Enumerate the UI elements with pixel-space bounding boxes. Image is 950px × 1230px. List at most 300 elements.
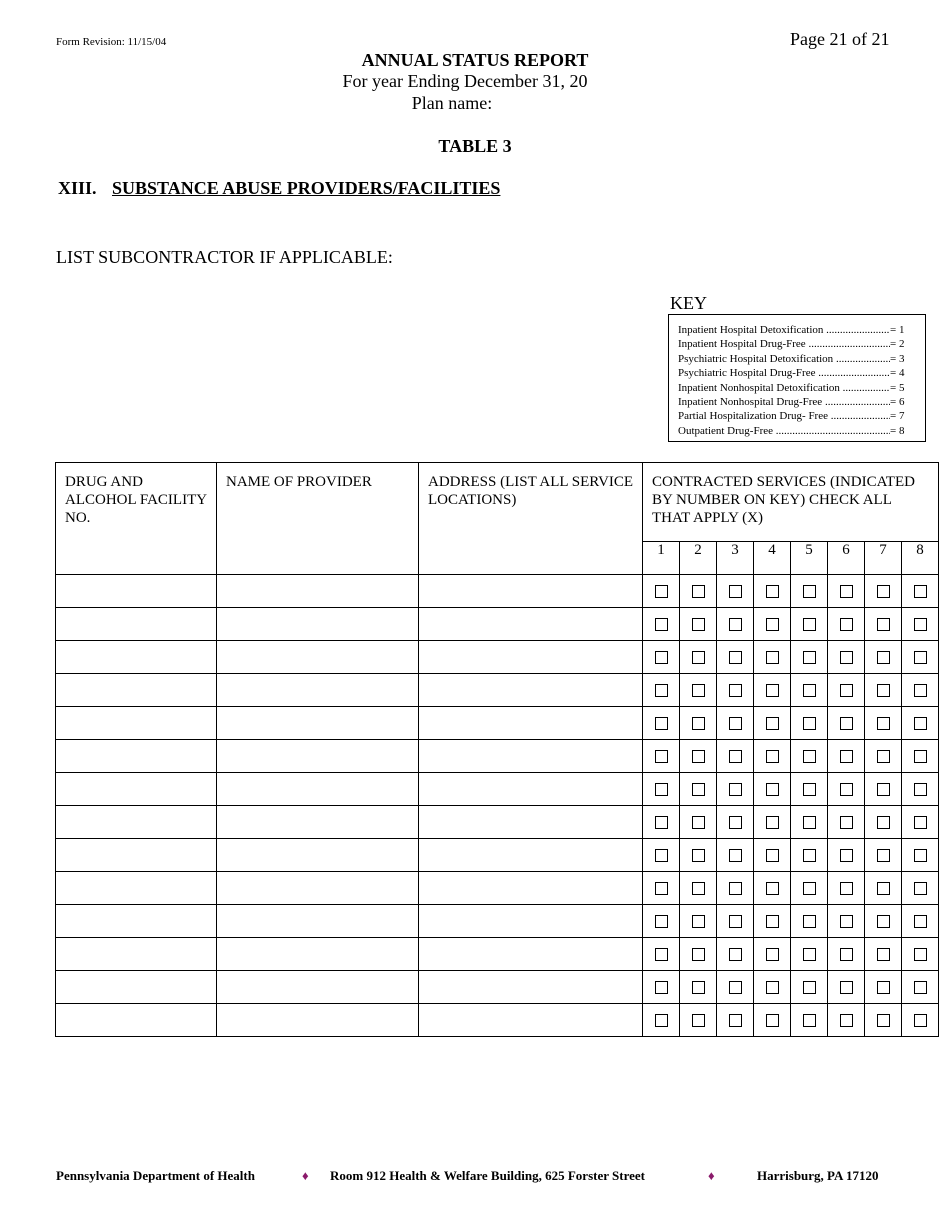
service-checkbox[interactable] xyxy=(655,684,668,697)
address-cell[interactable] xyxy=(419,872,643,905)
service-cell xyxy=(754,971,791,1004)
service-checkbox[interactable] xyxy=(914,750,927,763)
service-cell xyxy=(754,773,791,806)
service-checkbox[interactable] xyxy=(877,915,890,928)
facility-no-cell[interactable] xyxy=(56,641,217,674)
address-cell[interactable] xyxy=(419,905,643,938)
service-cell xyxy=(902,608,939,641)
service-checkbox[interactable] xyxy=(840,585,853,598)
service-checkbox[interactable] xyxy=(914,915,927,928)
table-row xyxy=(56,872,939,905)
header-facility-no: DRUG AND ALCOHOL FACILITY NO. xyxy=(56,463,217,575)
service-checkbox[interactable] xyxy=(840,1014,853,1027)
provider-name-cell[interactable] xyxy=(217,839,419,872)
service-cell xyxy=(902,971,939,1004)
service-cell xyxy=(828,1004,865,1037)
service-checkbox[interactable] xyxy=(692,915,705,928)
service-checkbox[interactable] xyxy=(692,1014,705,1027)
service-cell xyxy=(791,839,828,872)
service-cell xyxy=(717,575,754,608)
service-checkbox[interactable] xyxy=(803,882,816,895)
provider-name-cell[interactable] xyxy=(217,773,419,806)
year-ending: For year Ending December 31, 20 xyxy=(342,71,588,91)
service-checkbox[interactable] xyxy=(840,915,853,928)
service-cell xyxy=(680,905,717,938)
facility-no-cell[interactable] xyxy=(56,773,217,806)
service-checkbox[interactable] xyxy=(803,618,816,631)
service-number: 2 xyxy=(680,542,717,575)
address-cell[interactable] xyxy=(419,740,643,773)
plan-name-label: Plan name: xyxy=(411,93,493,113)
address-cell[interactable] xyxy=(419,773,643,806)
table-row xyxy=(56,608,939,641)
service-checkbox[interactable] xyxy=(914,1014,927,1027)
service-checkbox[interactable] xyxy=(840,816,853,829)
footer-department: Pennsylvania Department of Health xyxy=(56,1168,255,1183)
service-cell xyxy=(865,839,902,872)
service-cell xyxy=(680,608,717,641)
service-checkbox[interactable] xyxy=(914,618,927,631)
table-row xyxy=(56,641,939,674)
service-cell xyxy=(865,905,902,938)
service-number: 1 xyxy=(643,542,680,575)
service-cell xyxy=(828,674,865,707)
service-checkbox[interactable] xyxy=(840,717,853,730)
service-checkbox[interactable] xyxy=(914,717,927,730)
service-checkbox[interactable] xyxy=(914,948,927,961)
service-checkbox[interactable] xyxy=(877,849,890,862)
service-number: 8 xyxy=(902,542,939,575)
service-checkbox[interactable] xyxy=(729,1014,742,1027)
service-cell xyxy=(717,674,754,707)
table-row xyxy=(56,575,939,608)
service-cell xyxy=(680,641,717,674)
service-checkbox[interactable] xyxy=(766,651,779,664)
service-cell xyxy=(680,938,717,971)
service-checkbox[interactable] xyxy=(692,717,705,730)
address-cell[interactable] xyxy=(419,839,643,872)
address-cell[interactable] xyxy=(419,938,643,971)
service-checkbox[interactable] xyxy=(729,981,742,994)
service-checkbox[interactable] xyxy=(840,882,853,895)
service-cell xyxy=(828,872,865,905)
service-cell xyxy=(643,872,680,905)
service-cell xyxy=(865,575,902,608)
key-item: Psychiatric Hospital Drug-Free ..... = 4 xyxy=(678,366,925,380)
service-checkbox[interactable] xyxy=(655,981,668,994)
service-checkbox[interactable] xyxy=(914,981,927,994)
service-cell xyxy=(717,872,754,905)
table-row xyxy=(56,674,939,707)
service-cell xyxy=(902,872,939,905)
service-cell xyxy=(680,971,717,1004)
facility-no-cell[interactable] xyxy=(56,872,217,905)
table-row xyxy=(56,806,939,839)
service-cell xyxy=(717,839,754,872)
facility-no-cell[interactable] xyxy=(56,839,217,872)
service-cell xyxy=(717,971,754,1004)
service-checkbox[interactable] xyxy=(692,651,705,664)
service-cell xyxy=(865,938,902,971)
service-cell xyxy=(865,1004,902,1037)
service-checkbox[interactable] xyxy=(655,651,668,664)
service-checkbox[interactable] xyxy=(655,717,668,730)
service-cell xyxy=(754,740,791,773)
service-cell xyxy=(754,575,791,608)
service-checkbox[interactable] xyxy=(877,651,890,664)
service-checkbox[interactable] xyxy=(803,915,816,928)
service-checkbox[interactable] xyxy=(840,618,853,631)
service-cell xyxy=(680,806,717,839)
service-checkbox[interactable] xyxy=(766,816,779,829)
section-title: SUBSTANCE ABUSE PROVIDERS/FACILITIES xyxy=(112,178,501,198)
service-checkbox[interactable] xyxy=(877,1014,890,1027)
service-cell xyxy=(643,641,680,674)
facility-no-cell[interactable] xyxy=(56,575,217,608)
service-cell xyxy=(643,839,680,872)
service-checkbox[interactable] xyxy=(766,750,779,763)
service-cell xyxy=(680,674,717,707)
table-row xyxy=(56,839,939,872)
service-checkbox[interactable] xyxy=(655,948,668,961)
table-row xyxy=(56,905,939,938)
service-cell xyxy=(791,575,828,608)
diamond-icon: ♦ xyxy=(708,1168,715,1183)
service-checkbox[interactable] xyxy=(766,1014,779,1027)
table-row xyxy=(56,707,939,740)
service-cell xyxy=(791,938,828,971)
service-cell xyxy=(902,641,939,674)
service-checkbox[interactable] xyxy=(914,684,927,697)
service-cell xyxy=(828,938,865,971)
table-row xyxy=(56,1004,939,1037)
service-cell xyxy=(902,905,939,938)
service-checkbox[interactable] xyxy=(729,618,742,631)
service-checkbox[interactable] xyxy=(729,783,742,796)
provider-name-cell[interactable] xyxy=(217,641,419,674)
service-checkbox[interactable] xyxy=(729,750,742,763)
service-checkbox[interactable] xyxy=(692,684,705,697)
service-cell xyxy=(828,608,865,641)
key-box xyxy=(668,314,926,442)
service-checkbox[interactable] xyxy=(766,618,779,631)
service-checkbox[interactable] xyxy=(655,816,668,829)
service-checkbox[interactable] xyxy=(914,783,927,796)
service-checkbox[interactable] xyxy=(840,849,853,862)
service-checkbox[interactable] xyxy=(877,684,890,697)
service-cell xyxy=(717,806,754,839)
service-checkbox[interactable] xyxy=(877,717,890,730)
service-checkbox[interactable] xyxy=(914,651,927,664)
service-number: 4 xyxy=(754,542,791,575)
service-checkbox[interactable] xyxy=(840,651,853,664)
key-item: Inpatient Nonhospital Detoxification ..... = 5 xyxy=(678,381,925,395)
key-item: Inpatient Hospital Detoxification ..... = 1 xyxy=(678,323,925,337)
service-cell xyxy=(902,575,939,608)
service-cell xyxy=(902,740,939,773)
service-checkbox[interactable] xyxy=(803,684,816,697)
table-row xyxy=(56,938,939,971)
providers-table xyxy=(55,462,939,1037)
footer-city: Harrisburg, PA 17120 xyxy=(757,1168,879,1183)
provider-name-cell[interactable] xyxy=(217,905,419,938)
service-cell xyxy=(791,707,828,740)
key-item: Outpatient Drug-Free ..... = 8 xyxy=(678,424,925,438)
service-cell xyxy=(754,872,791,905)
service-checkbox[interactable] xyxy=(877,750,890,763)
service-cell xyxy=(643,575,680,608)
service-cell xyxy=(754,641,791,674)
service-checkbox[interactable] xyxy=(840,948,853,961)
service-cell xyxy=(680,740,717,773)
section-number: XIII. xyxy=(58,178,97,198)
service-checkbox[interactable] xyxy=(877,882,890,895)
service-checkbox[interactable] xyxy=(692,783,705,796)
page-number: Page 21 of 21 xyxy=(790,29,890,49)
service-checkbox[interactable] xyxy=(877,948,890,961)
facility-no-cell[interactable] xyxy=(56,707,217,740)
service-cell xyxy=(754,938,791,971)
facility-no-cell[interactable] xyxy=(56,806,217,839)
service-number: 7 xyxy=(865,542,902,575)
service-checkbox[interactable] xyxy=(655,849,668,862)
table-title: TABLE 3 xyxy=(438,136,512,156)
service-cell xyxy=(754,806,791,839)
service-checkbox[interactable] xyxy=(655,915,668,928)
service-checkbox[interactable] xyxy=(803,1014,816,1027)
service-cell xyxy=(865,971,902,1004)
address-cell[interactable] xyxy=(419,674,643,707)
service-cell xyxy=(680,1004,717,1037)
service-checkbox[interactable] xyxy=(692,948,705,961)
provider-name-cell[interactable] xyxy=(217,674,419,707)
header-provider-name: NAME OF PROVIDER xyxy=(217,463,419,575)
service-cell xyxy=(828,641,865,674)
service-checkbox[interactable] xyxy=(803,981,816,994)
service-checkbox[interactable] xyxy=(766,915,779,928)
diamond-icon: ♦ xyxy=(302,1168,309,1183)
facility-no-cell[interactable] xyxy=(56,608,217,641)
service-checkbox[interactable] xyxy=(729,684,742,697)
service-checkbox[interactable] xyxy=(655,1014,668,1027)
service-checkbox[interactable] xyxy=(803,783,816,796)
service-cell xyxy=(717,641,754,674)
service-cell xyxy=(791,773,828,806)
service-checkbox[interactable] xyxy=(914,882,927,895)
service-checkbox[interactable] xyxy=(655,750,668,763)
service-cell xyxy=(754,905,791,938)
service-checkbox[interactable] xyxy=(914,849,927,862)
header-address: ADDRESS (LIST ALL SERVICE LOCATIONS) xyxy=(419,463,643,575)
subcontractor-label: LIST SUBCONTRACTOR IF APPLICABLE: xyxy=(56,247,393,267)
service-cell xyxy=(828,905,865,938)
service-checkbox[interactable] xyxy=(655,585,668,598)
service-checkbox[interactable] xyxy=(729,585,742,598)
service-checkbox[interactable] xyxy=(766,717,779,730)
form-revision: Form Revision: 11/15/04 xyxy=(56,36,167,48)
service-cell xyxy=(717,905,754,938)
service-cell xyxy=(680,839,717,872)
service-cell xyxy=(791,806,828,839)
service-cell xyxy=(717,608,754,641)
service-checkbox[interactable] xyxy=(729,882,742,895)
service-cell xyxy=(680,773,717,806)
key-item: Psychiatric Hospital Detoxification ..... = 3 xyxy=(678,352,925,366)
service-cell xyxy=(754,1004,791,1037)
table-row xyxy=(56,740,939,773)
provider-name-cell[interactable] xyxy=(217,872,419,905)
service-cell xyxy=(828,707,865,740)
service-checkbox[interactable] xyxy=(803,849,816,862)
address-cell[interactable] xyxy=(419,641,643,674)
footer-address: Room 912 Health & Welfare Building, 625 Forster Street xyxy=(330,1168,645,1183)
service-cell xyxy=(865,641,902,674)
service-cell xyxy=(643,971,680,1004)
service-checkbox[interactable] xyxy=(766,585,779,598)
service-cell xyxy=(828,971,865,1004)
service-checkbox[interactable] xyxy=(877,618,890,631)
service-checkbox[interactable] xyxy=(803,750,816,763)
service-checkbox[interactable] xyxy=(729,816,742,829)
provider-name-cell[interactable] xyxy=(217,740,419,773)
service-cell xyxy=(791,1004,828,1037)
service-checkbox[interactable] xyxy=(692,585,705,598)
service-cell xyxy=(865,773,902,806)
service-cell xyxy=(643,806,680,839)
service-checkbox[interactable] xyxy=(914,816,927,829)
service-checkbox[interactable] xyxy=(840,684,853,697)
facility-no-cell[interactable] xyxy=(56,905,217,938)
key-item: Inpatient Hospital Drug-Free ..... = 2 xyxy=(678,337,925,351)
service-checkbox[interactable] xyxy=(877,981,890,994)
service-cell xyxy=(643,608,680,641)
facility-no-cell[interactable] xyxy=(56,971,217,1004)
service-checkbox[interactable] xyxy=(692,849,705,862)
address-cell[interactable] xyxy=(419,806,643,839)
address-cell[interactable] xyxy=(419,575,643,608)
provider-name-cell[interactable] xyxy=(217,608,419,641)
service-checkbox[interactable] xyxy=(766,981,779,994)
service-checkbox[interactable] xyxy=(803,585,816,598)
service-checkbox[interactable] xyxy=(803,948,816,961)
service-checkbox[interactable] xyxy=(655,783,668,796)
service-checkbox[interactable] xyxy=(766,948,779,961)
service-cell xyxy=(828,806,865,839)
service-checkbox[interactable] xyxy=(803,816,816,829)
service-checkbox[interactable] xyxy=(692,618,705,631)
facility-no-cell[interactable] xyxy=(56,1004,217,1037)
service-checkbox[interactable] xyxy=(692,750,705,763)
service-checkbox[interactable] xyxy=(877,585,890,598)
provider-name-cell[interactable] xyxy=(217,575,419,608)
key-item: Inpatient Nonhospital Drug-Free ..... = 6 xyxy=(678,395,925,409)
service-cell xyxy=(828,575,865,608)
service-checkbox[interactable] xyxy=(877,816,890,829)
service-cell xyxy=(791,905,828,938)
provider-name-cell[interactable] xyxy=(217,971,419,1004)
service-checkbox[interactable] xyxy=(692,882,705,895)
service-checkbox[interactable] xyxy=(655,882,668,895)
service-cell xyxy=(828,740,865,773)
service-checkbox[interactable] xyxy=(692,981,705,994)
service-cell xyxy=(902,1004,939,1037)
provider-name-cell[interactable] xyxy=(217,938,419,971)
service-cell xyxy=(643,674,680,707)
service-cell xyxy=(791,872,828,905)
service-checkbox[interactable] xyxy=(729,717,742,730)
service-cell xyxy=(717,938,754,971)
service-cell xyxy=(791,740,828,773)
service-cell xyxy=(717,773,754,806)
service-cell xyxy=(865,608,902,641)
service-checkbox[interactable] xyxy=(766,783,779,796)
service-cell xyxy=(680,575,717,608)
service-checkbox[interactable] xyxy=(729,915,742,928)
service-checkbox[interactable] xyxy=(840,750,853,763)
provider-name-cell[interactable] xyxy=(217,707,419,740)
key-item: Partial Hospitalization Drug- Free ..... = 7 xyxy=(678,409,925,423)
service-cell xyxy=(865,740,902,773)
service-checkbox[interactable] xyxy=(692,816,705,829)
service-checkbox[interactable] xyxy=(766,684,779,697)
service-checkbox[interactable] xyxy=(766,882,779,895)
service-checkbox[interactable] xyxy=(729,849,742,862)
facility-no-cell[interactable] xyxy=(56,740,217,773)
address-cell[interactable] xyxy=(419,971,643,1004)
service-cell xyxy=(643,905,680,938)
service-checkbox[interactable] xyxy=(655,618,668,631)
service-cell xyxy=(754,608,791,641)
provider-name-cell[interactable] xyxy=(217,1004,419,1037)
service-cell xyxy=(643,707,680,740)
service-cell xyxy=(791,608,828,641)
address-cell[interactable] xyxy=(419,707,643,740)
service-cell xyxy=(643,1004,680,1037)
service-cell xyxy=(680,872,717,905)
service-checkbox[interactable] xyxy=(803,717,816,730)
key-label: KEY xyxy=(670,293,707,313)
service-checkbox[interactable] xyxy=(840,783,853,796)
service-cell xyxy=(717,740,754,773)
service-cell xyxy=(643,773,680,806)
service-cell xyxy=(643,740,680,773)
service-cell xyxy=(902,707,939,740)
service-checkbox[interactable] xyxy=(840,981,853,994)
service-cell xyxy=(717,1004,754,1037)
facility-no-cell[interactable] xyxy=(56,938,217,971)
service-checkbox[interactable] xyxy=(729,651,742,664)
service-cell xyxy=(717,707,754,740)
service-checkbox[interactable] xyxy=(914,585,927,598)
service-cell xyxy=(754,707,791,740)
service-checkbox[interactable] xyxy=(766,849,779,862)
service-cell xyxy=(865,872,902,905)
service-checkbox[interactable] xyxy=(729,948,742,961)
report-title: ANNUAL STATUS REPORT xyxy=(361,50,589,70)
service-cell xyxy=(791,674,828,707)
section-heading xyxy=(58,178,500,199)
service-cell xyxy=(865,707,902,740)
service-checkbox[interactable] xyxy=(803,651,816,664)
service-checkbox[interactable] xyxy=(877,783,890,796)
address-cell[interactable] xyxy=(419,1004,643,1037)
address-cell[interactable] xyxy=(419,608,643,641)
provider-name-cell[interactable] xyxy=(217,806,419,839)
service-number: 5 xyxy=(791,542,828,575)
facility-no-cell[interactable] xyxy=(56,674,217,707)
service-cell xyxy=(680,707,717,740)
service-number: 3 xyxy=(717,542,754,575)
